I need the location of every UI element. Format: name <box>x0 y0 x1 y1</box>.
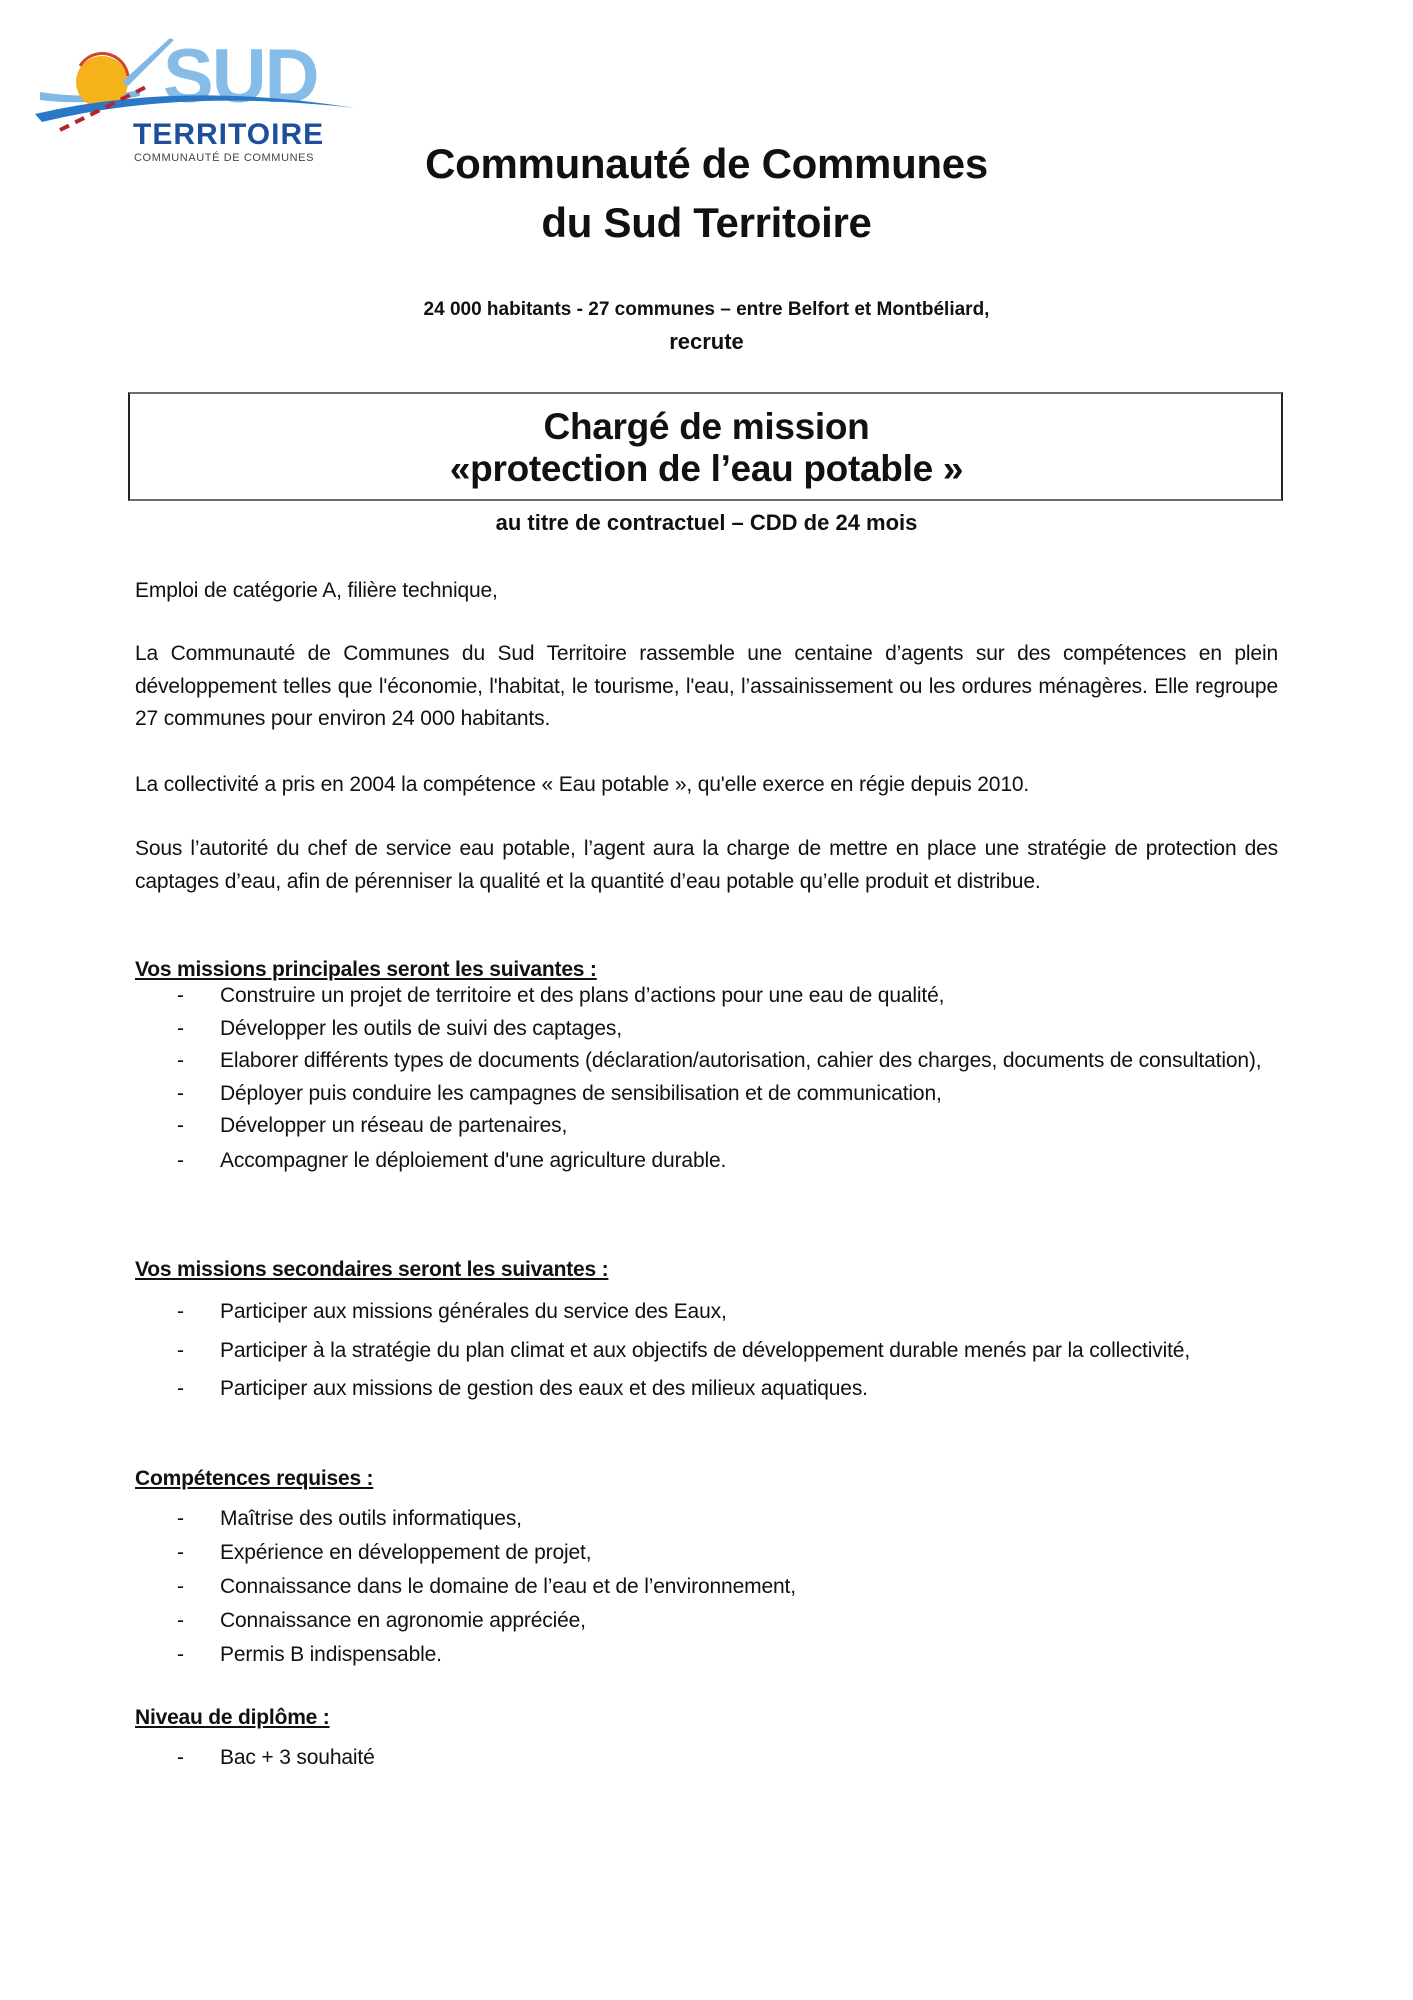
bullet-dash: - <box>177 1049 184 1072</box>
recruits-label: recrute <box>669 329 744 354</box>
intro-paragraph-competence: La collectivité a pris en 2004 la compétence « Eau potable », qu'elle exerce en régie depuis 2010. <box>135 773 1030 796</box>
contract-type: au titre de contractuel – CDD de 24 mois <box>495 510 918 535</box>
bullet-dash: - <box>177 1300 184 1323</box>
secondary-missions-heading: Vos missions secondaires seront les suivantes : <box>135 1258 609 1281</box>
list-item: - Construire un projet de territoire et des plans d’actions pour une eau de qualité, <box>135 980 1278 1013</box>
job-title-line2: «protection de l’eau potable » <box>449 448 964 489</box>
list-item: - Participer aux missions de gestion des eaux et des milieux aquatiques. <box>135 1373 1278 1406</box>
list-item: - Connaissance dans le domaine de l’eau et de l’environnement, <box>135 1571 1278 1604</box>
organization-title-line1: Communauté de Communes <box>425 140 988 187</box>
bullet-dash: - <box>177 1643 184 1666</box>
job-title-line1: Chargé de mission <box>543 406 870 447</box>
list-item: - Développer un réseau de partenaires, <box>135 1110 1278 1143</box>
diploma-list <box>135 1742 1278 1775</box>
bullet-dash: - <box>177 1338 184 1362</box>
list-item: - Elaborer différents types de documents (déclaration/autorisation, cahier des charges, documents de consultation), <box>135 1045 1278 1078</box>
bullet-dash: - <box>177 1148 184 1172</box>
secondary-missions-list <box>135 1296 1278 1412</box>
organization-title-line2: du Sud Territoire <box>541 199 872 246</box>
list-item: - Accompagner le déploiement d'une agriculture durable. <box>135 1145 1278 1178</box>
bullet-dash: - <box>177 1377 184 1400</box>
bullet-dash: - <box>177 1746 184 1769</box>
list-item: - Développer les outils de suivi des captages, <box>135 1013 1278 1046</box>
list-item: - Permis B indispensable. <box>135 1639 1278 1672</box>
list-item: - Déployer puis conduire les campagnes de sensibilisation et de communication, <box>135 1078 1278 1111</box>
job-category: Emploi de catégorie A, filière technique, <box>135 579 498 602</box>
list-item: - Participer aux missions générales du service des Eaux, <box>135 1296 1278 1329</box>
bullet-dash: - <box>177 1609 184 1632</box>
list-item: - Expérience en développement de projet, <box>135 1537 1278 1570</box>
diploma-heading: Niveau de diplôme : <box>135 1706 330 1729</box>
bullet-dash: - <box>177 1016 184 1040</box>
bullet-dash: - <box>177 1081 184 1105</box>
list-item: - Participer à la stratégie du plan climat et aux objectifs de développement durable menés par la collectivité, <box>135 1335 1278 1368</box>
bullet-dash: - <box>177 1507 184 1530</box>
intro-paragraph-organization: La Communauté de Communes du Sud Territoire rassemble une centaine d’agents sur des compétences en plein développement telles que l'économie, l'habitat, le tourisme, l'eau, l’assainissement ou les ordures ménagères. Elle regroupe 27 communes pour environ 24 000 habitants. <box>135 642 1278 730</box>
intro-paragraph-role: Sous l’autorité du chef de service eau potable, l’agent aura la charge de mettre en place une stratégie de protection des captages d’eau, afin de pérenniser la qualité et la quantité d’eau potable qu’elle produit et distribue. <box>135 837 1278 893</box>
bullet-dash: - <box>177 1575 184 1598</box>
list-item: - Maîtrise des outils informatiques, <box>135 1503 1278 1536</box>
bullet-dash: - <box>177 1114 184 1137</box>
list-item: - Connaissance en agronomie appréciée, <box>135 1605 1278 1638</box>
list-item: - Bac + 3 souhaité <box>135 1742 1278 1775</box>
bullet-dash: - <box>177 984 184 1007</box>
main-missions-list <box>135 980 1278 1177</box>
skills-list <box>135 1503 1278 1673</box>
bullet-dash: - <box>177 1541 184 1564</box>
logo-territoire-text: TERRITOIRE <box>133 118 325 151</box>
logo-tagline-text: COMMUNAUTÉ DE COMMUNES <box>134 152 315 164</box>
skills-heading: Compétences requises : <box>135 1467 374 1490</box>
organization-subtitle: 24 000 habitants - 27 communes – entre Belfort et Montbéliard, <box>423 299 990 320</box>
svg-text:SUD: SUD <box>163 34 318 119</box>
main-missions-heading: Vos missions principales seront les suivantes : <box>135 958 597 981</box>
